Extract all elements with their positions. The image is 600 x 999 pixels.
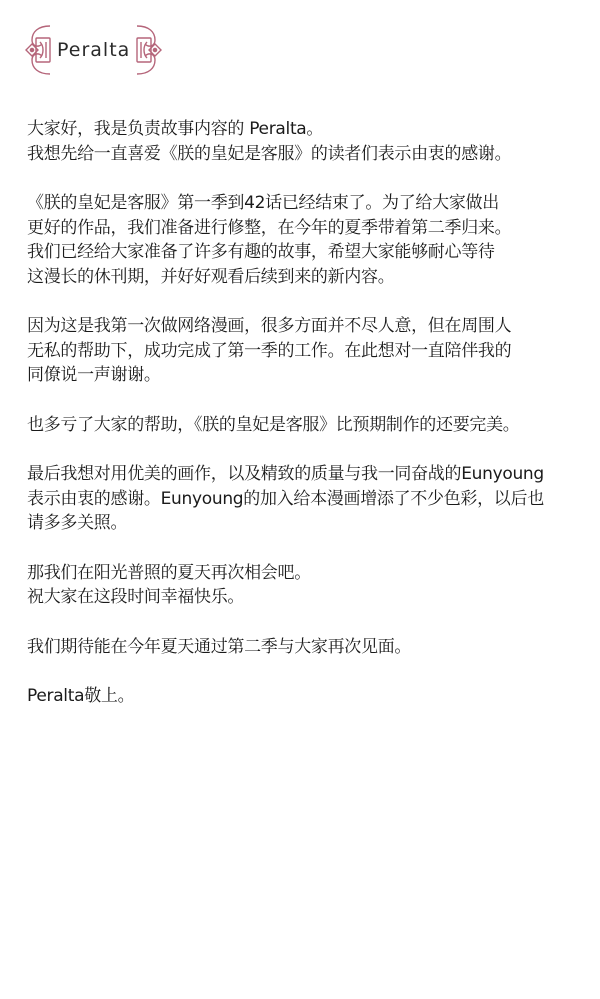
brand-name: Peralta (57, 39, 131, 61)
ornament-right-icon (133, 22, 165, 78)
text-line: 也多亏了大家的帮助，《朕的皇妃是客服》比预期制作的还要完美。 (27, 414, 520, 435)
text-line: 大家好，我是负责故事内容的 Peralta。 (27, 119, 324, 139)
text-line: 我想先给一直喜爱《朕的皇妃是客服》的读者们表示由衷的感谢。 (27, 143, 512, 164)
text-line: 无私的帮助下，成功完成了第一季的工作。在此想对一直陪伴我的 (27, 340, 512, 361)
paragraph-thanks-colleagues (27, 314, 587, 388)
paragraph-thanks-readers (27, 413, 587, 438)
text-line: 我们期待能在今年夏天通过第二季与大家再次见面。 (27, 636, 412, 657)
text-line: 祝大家在这段时间幸福快乐。 (27, 587, 245, 607)
signature-text: Peralta敬上。 (27, 686, 135, 706)
letter-body (27, 117, 587, 734)
text-line: 我们已经给大家准备了许多有趣的故事，希望大家能够耐心等待 (27, 242, 495, 262)
paragraph-thanks-artist (27, 462, 587, 536)
text-line: 最后我想对用优美的画作，以及精致的质量与我一同奋战的Eunyoung (27, 464, 544, 484)
text-line: 同僚说一声谢谢。 (27, 365, 161, 385)
text-line: 因为这是我第一次做网络漫画，很多方面并不尽人意，但在周围人 (27, 316, 512, 336)
text-line: 这漫长的休刊期，并好好观看后续到来的新内容。 (27, 266, 395, 287)
paragraph-farewell (27, 561, 587, 610)
text-line: 《朕的皇妃是客服》第一季到42话已经结束了。为了给大家做出 (27, 193, 499, 213)
signature (27, 684, 587, 709)
text-line: 更好的作品，我们准备进行修整，在今年的夏季带着第二季归来。 (27, 217, 512, 238)
ornament-left-icon (22, 22, 54, 78)
paragraph-greeting (27, 117, 587, 166)
text-line: 那我们在阳光普照的夏天再次相会吧。 (27, 562, 311, 583)
header (22, 22, 182, 78)
text-line: 请多多关照。 (27, 513, 128, 533)
text-line: 表示由衷的感谢。Eunyoung的加入给本漫画增添了不少色彩，以后也 (27, 488, 544, 509)
paragraph-season-end (27, 191, 587, 289)
paragraph-season-two (27, 635, 587, 660)
